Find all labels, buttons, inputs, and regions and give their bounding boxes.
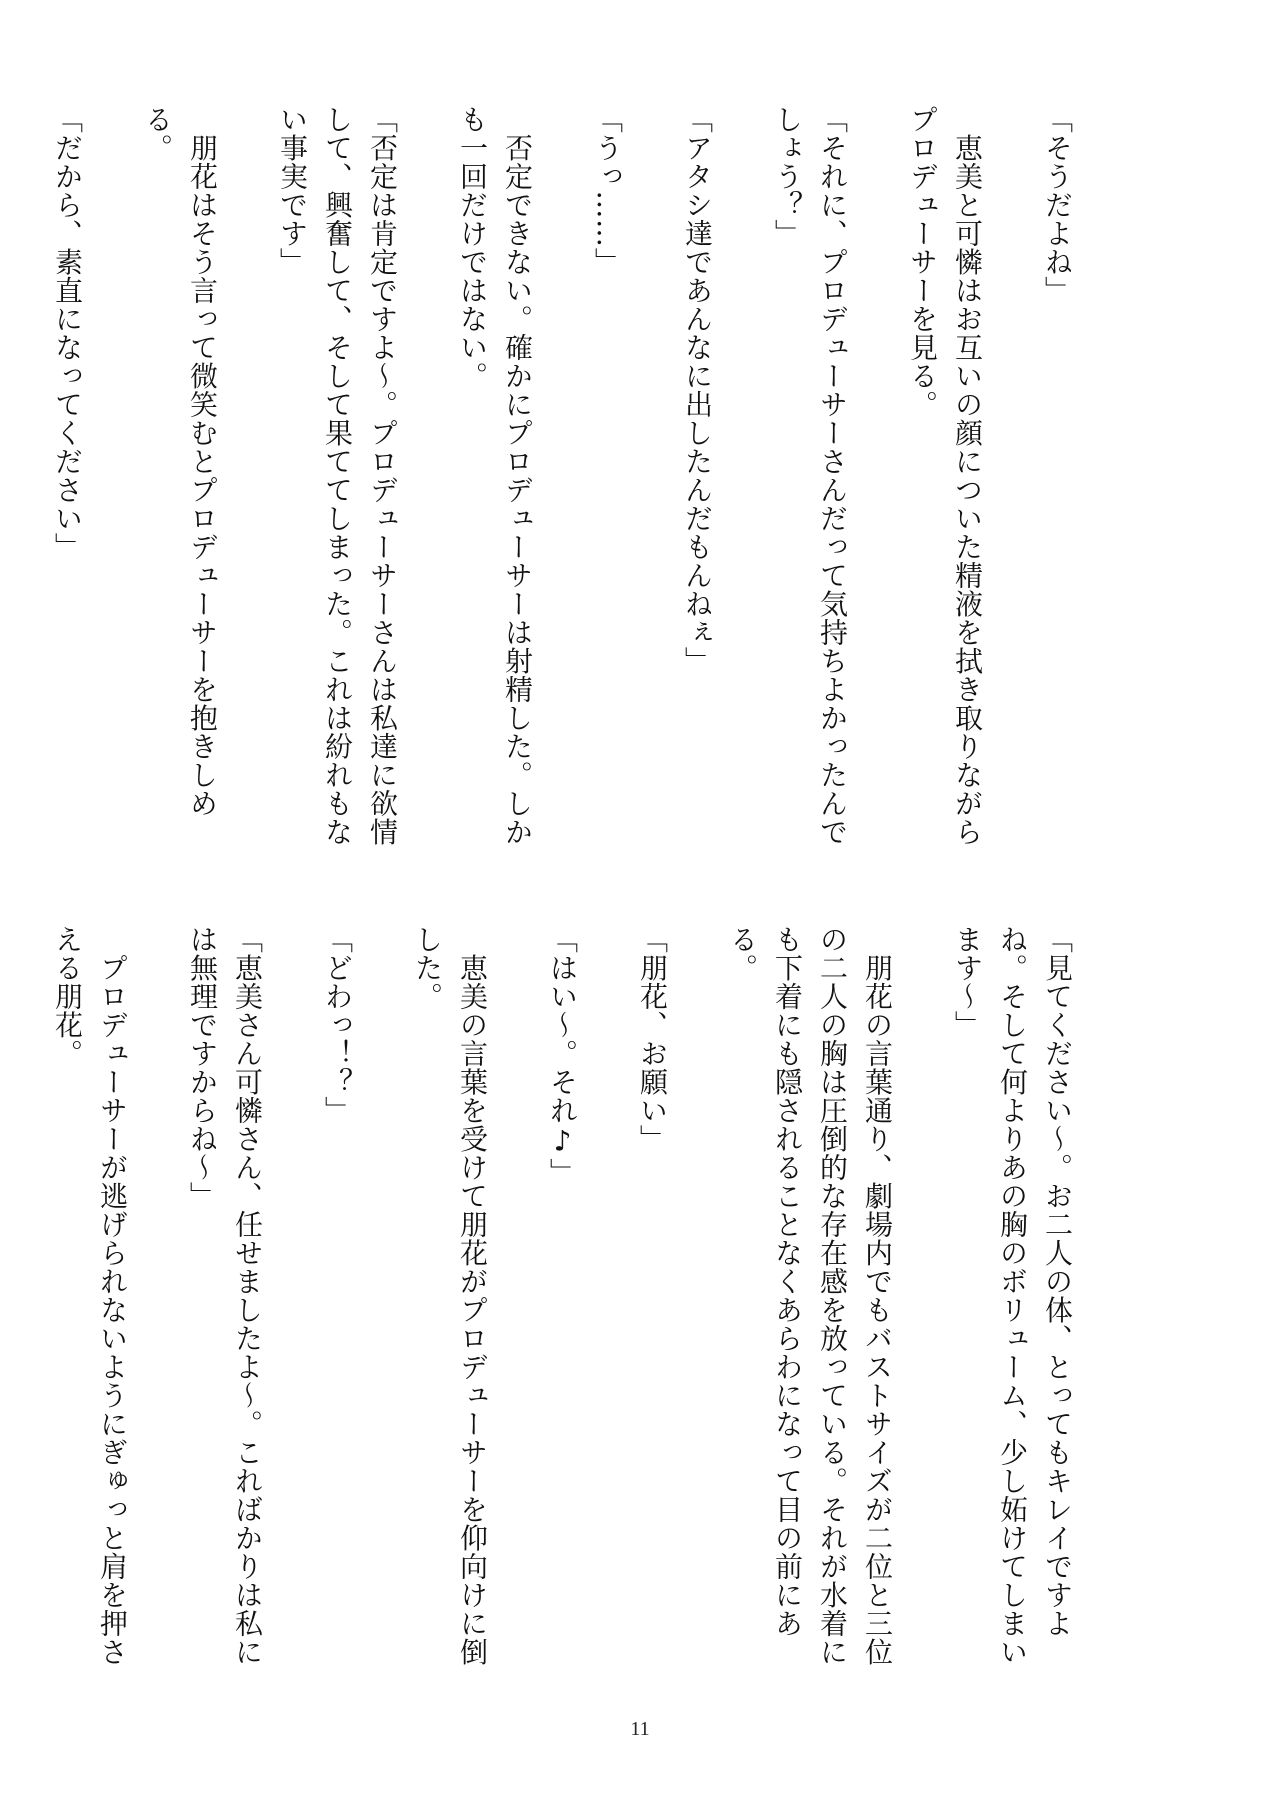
- paragraph: 「それに、プロデューサーさんだって気持ちよかったんでしょう？」: [771, 105, 849, 846]
- page-number: 11: [630, 1718, 650, 1740]
- paragraph: 「朋花、お願い」: [636, 925, 669, 1153]
- paragraph: 朋花はそう言って微笑むとプロデューサーを抱きしめる。: [141, 105, 219, 818]
- paragraph: 「うっ……」: [591, 105, 624, 276]
- paragraph: プロデューサーが逃げられないようにぎゅっと肩を押さえる朋花。: [51, 925, 129, 1666]
- paragraph: 否定できない。確かにプロデューサーは射精した。しかも一回だけではない。: [456, 105, 534, 846]
- paragraph: 「恵美さん可憐さん、任せましたよ～。こればかりは私には無理ですからね～」: [186, 925, 264, 1666]
- paragraph: 「はい～。それ♪」: [546, 925, 579, 1187]
- paragraph: 恵美と可憐はお互いの顔についた精液を拭き取りながらプロデューサーを見る。: [906, 105, 984, 846]
- paragraph: 「見てください～。お二人の体、とってもキレイですよね。そして何よりあの胸のボリューム、少し妬けてしまいます～」: [951, 925, 1074, 1666]
- paragraph: 「どわっ！？」: [321, 925, 354, 1125]
- paragraph: 「そうだよね」: [1041, 105, 1074, 305]
- bottom-text-block: [51, 925, 1125, 1685]
- paragraph: 「アタシ達であんなに出したんだもんねぇ」: [681, 105, 714, 675]
- paragraph: 恵美の言葉を受けて朋花がプロデューサーを仰向けに倒した。: [411, 925, 489, 1666]
- paragraph: 「否定は肯定ですよ～。プロデューサーさんは私達に欲情して、興奮して、そして果ててしまった。これは紛れもない事実です」: [276, 105, 399, 846]
- top-text-block: [51, 105, 1125, 865]
- paragraph: 「だから、素直になってください」: [51, 105, 84, 561]
- paragraph: 朋花の言葉通り、劇場内でもバストサイズが二位と三位の二人の胸は圧倒的な存在感を放っている。それが水着にも下着にも隠されることなくあらわになって目の前にある。: [726, 925, 894, 1666]
